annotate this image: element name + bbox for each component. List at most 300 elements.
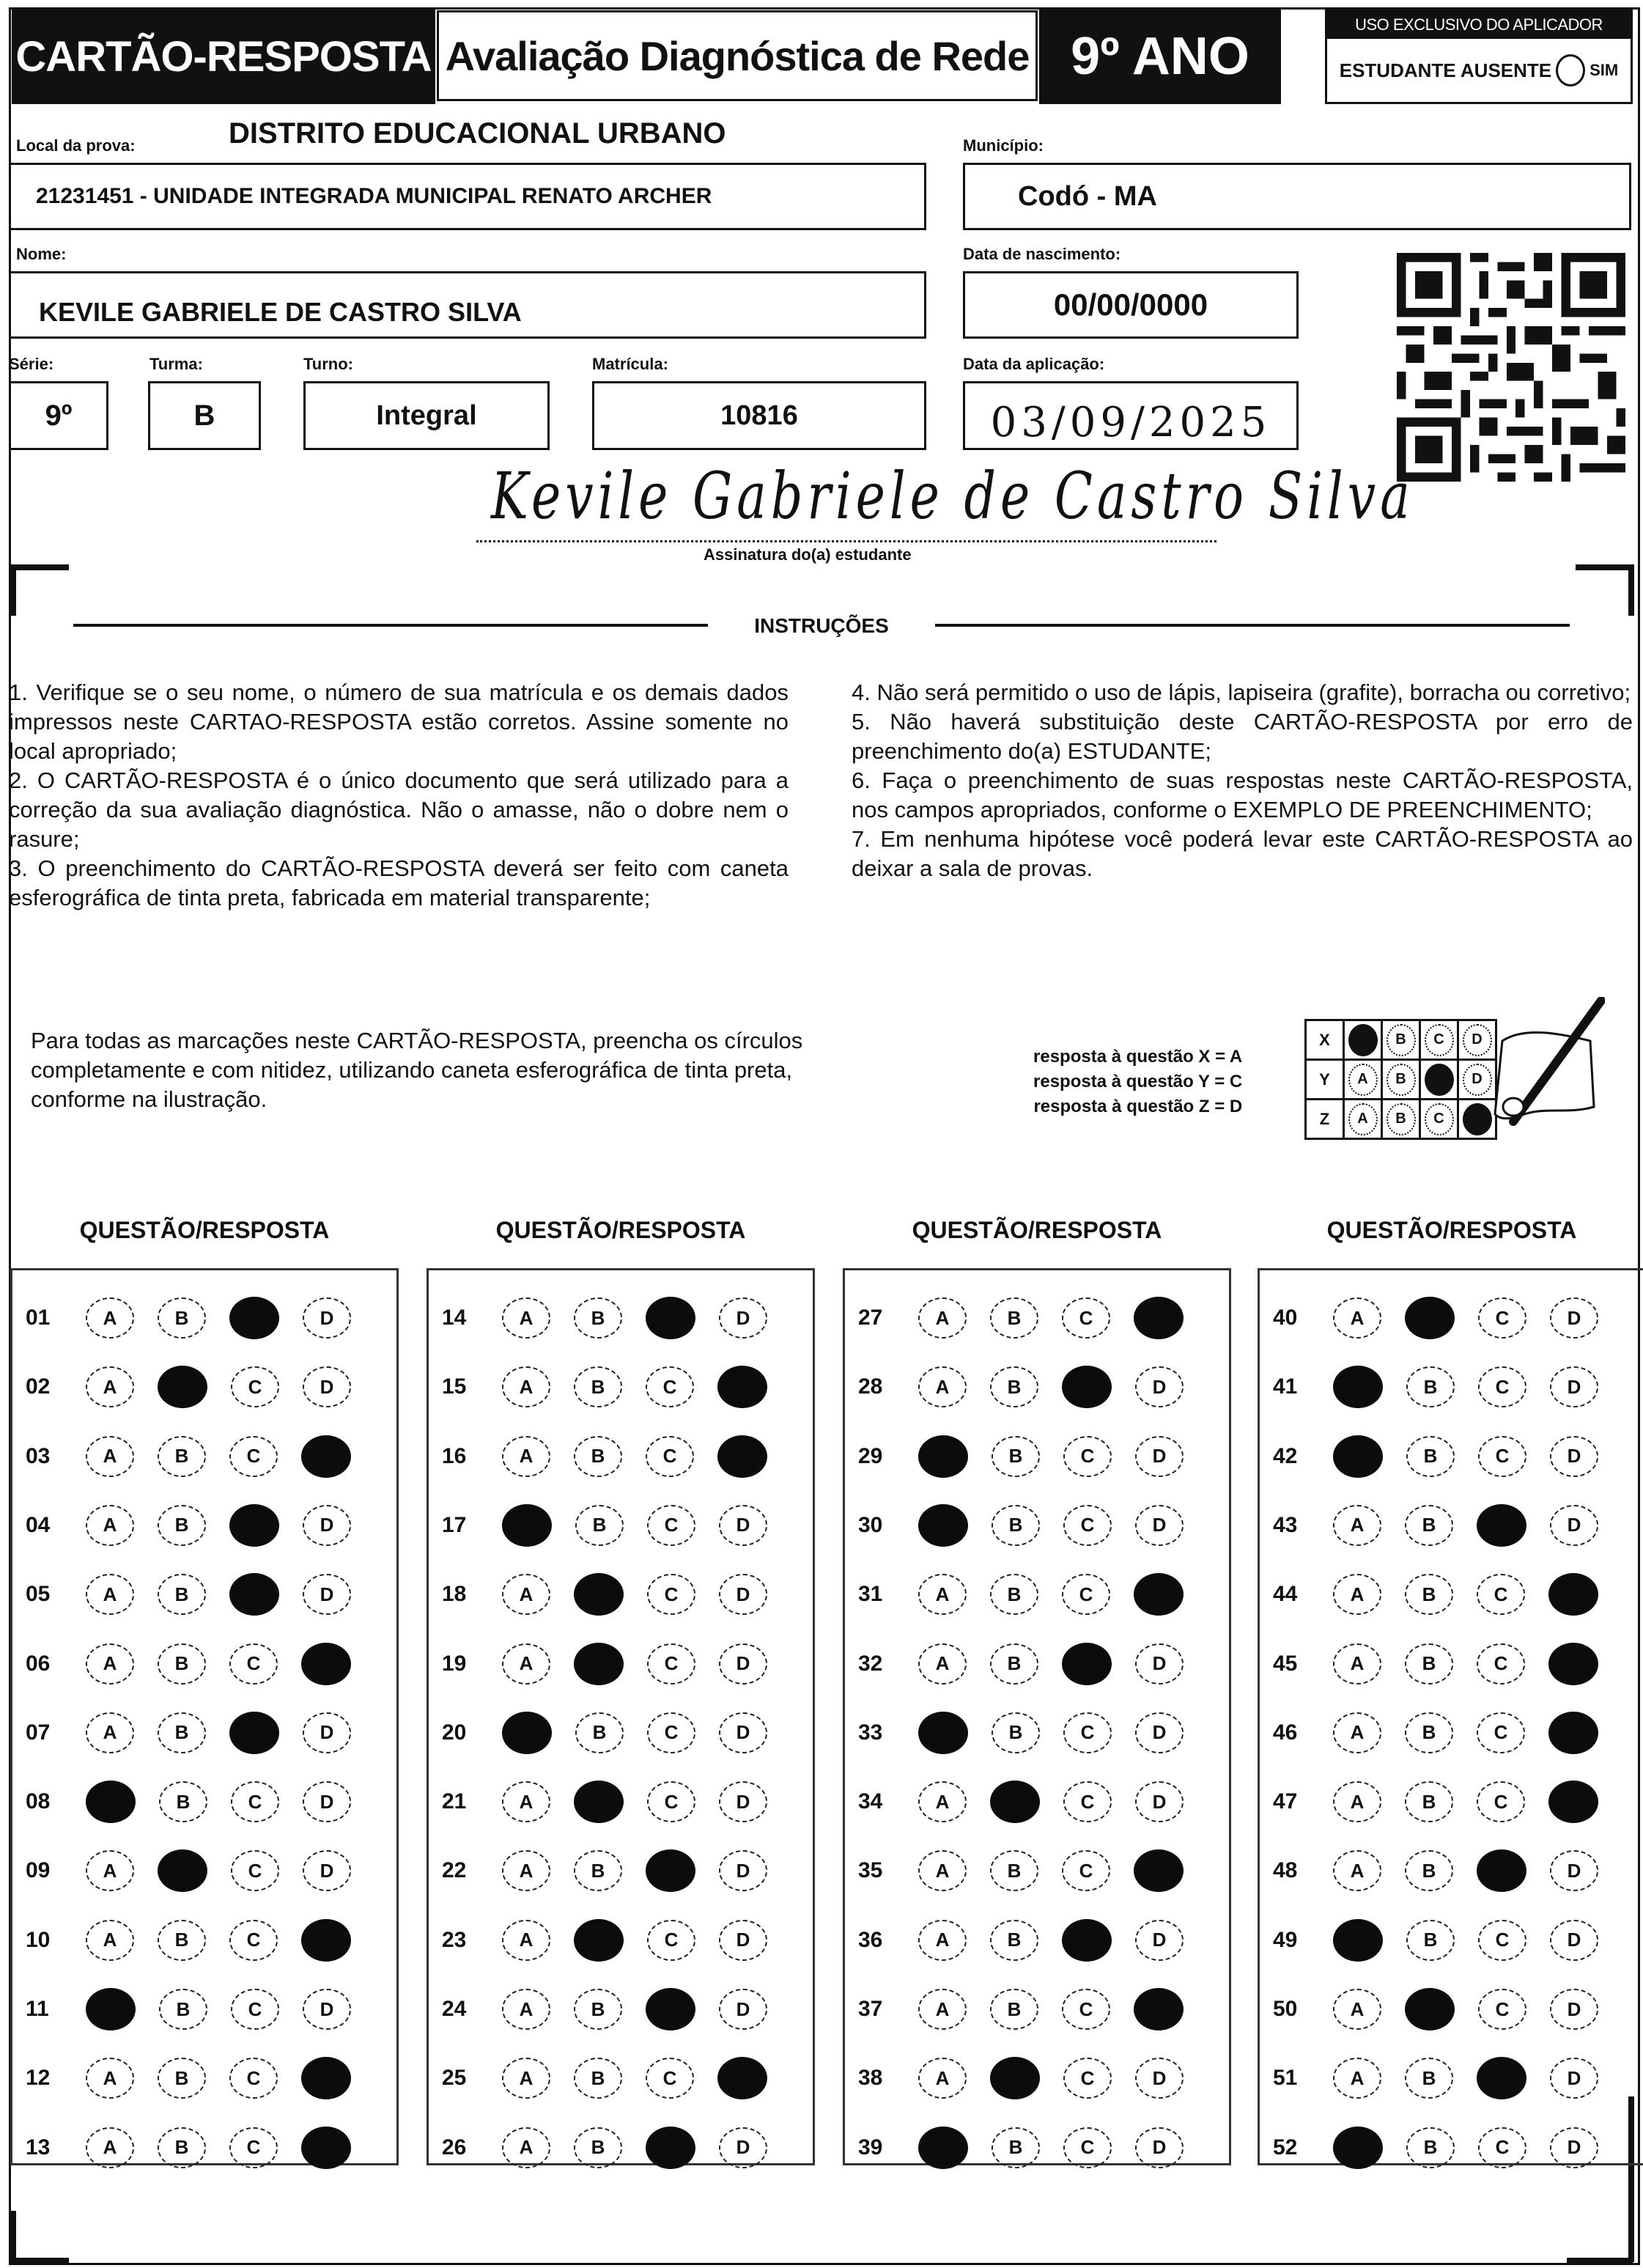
bubble-22-c[interactable] <box>646 1849 695 1892</box>
question-row-25 <box>429 2044 813 2113</box>
bubble-19-b[interactable] <box>574 1643 624 1685</box>
question-row-39 <box>845 2113 1229 2182</box>
question-number: 32 <box>858 1651 883 1676</box>
bubble-22-b[interactable]: B <box>574 1850 622 1891</box>
bubble-12-b[interactable]: B <box>158 2058 206 2099</box>
question-row-16 <box>429 1422 813 1491</box>
bubble-51-a[interactable]: A <box>1333 2058 1381 2099</box>
bubble-15-c[interactable]: C <box>646 1366 694 1407</box>
bubble-12-a[interactable]: A <box>86 2058 134 2099</box>
bubble-33-d[interactable]: D <box>1135 1712 1184 1753</box>
bubble-30-b[interactable]: B <box>992 1505 1040 1546</box>
bubble-16-d[interactable] <box>717 1435 767 1478</box>
bubble-42-d[interactable]: D <box>1550 1436 1598 1477</box>
municipio-field: Codó - MA <box>963 163 1631 230</box>
bubble-48-a[interactable]: A <box>1333 1850 1381 1891</box>
bubble-27-d[interactable] <box>1134 1297 1184 1339</box>
bubble-30-c[interactable]: C <box>1063 1505 1112 1546</box>
question-row-31 <box>845 1560 1229 1629</box>
bubble-47-d[interactable] <box>1548 1781 1598 1823</box>
bubble-47-b[interactable]: B <box>1405 1781 1453 1822</box>
bubble-31-a[interactable]: A <box>918 1574 967 1615</box>
bubble-18-b[interactable] <box>574 1573 624 1616</box>
question-number: 22 <box>442 1858 467 1883</box>
bubble-29-b[interactable]: B <box>992 1436 1040 1477</box>
question-row-18 <box>429 1560 813 1629</box>
bubble-41-a[interactable] <box>1333 1366 1383 1408</box>
bubble-25-d[interactable] <box>717 2057 767 2099</box>
bubble-32-b[interactable]: B <box>990 1643 1038 1685</box>
bubble-21-d[interactable]: D <box>719 1781 767 1822</box>
bubble-36-b[interactable]: B <box>990 1920 1038 1961</box>
question-number: 39 <box>858 2135 883 2160</box>
bubble-04-c[interactable] <box>229 1504 279 1547</box>
example-row <box>1306 1100 1496 1139</box>
question-number: 27 <box>858 1306 883 1330</box>
example-legend <box>1033 1045 1242 1119</box>
bubble-07-d[interactable]: D <box>303 1712 351 1753</box>
bubble-09-b[interactable] <box>158 1849 207 1892</box>
hand-pen-illustration-icon <box>1473 997 1605 1144</box>
bubble-44-b[interactable]: B <box>1405 1574 1453 1615</box>
bubble-27-b[interactable]: B <box>990 1297 1038 1339</box>
bubble-31-b[interactable]: B <box>990 1574 1038 1615</box>
bubble-36-d[interactable]: D <box>1135 1920 1184 1961</box>
question-row-48 <box>1260 1836 1643 1905</box>
bubble-35-b[interactable]: B <box>990 1850 1038 1891</box>
bubble-43-d[interactable]: D <box>1550 1505 1598 1546</box>
bubble-23-d[interactable]: D <box>719 1920 767 1961</box>
bubble-44-d[interactable] <box>1548 1573 1598 1616</box>
bubble-10-a[interactable]: A <box>86 1920 134 1961</box>
bubble-17-d[interactable]: D <box>719 1505 767 1546</box>
bubble-05-b[interactable]: B <box>158 1574 206 1615</box>
bubble-21-c[interactable]: C <box>647 1781 695 1822</box>
question-number: 19 <box>442 1651 467 1676</box>
bubble-45-c[interactable]: C <box>1477 1643 1525 1685</box>
question-number: 07 <box>26 1720 51 1745</box>
bubble-27-c[interactable]: C <box>1062 1297 1110 1339</box>
bubble-09-a[interactable]: A <box>86 1850 134 1891</box>
bubble-19-d[interactable]: D <box>719 1643 767 1685</box>
question-row-47 <box>1260 1767 1643 1836</box>
bubble-50-a[interactable]: A <box>1333 1989 1381 2030</box>
bubble-40-c[interactable]: C <box>1478 1297 1526 1339</box>
bubble-40-a[interactable]: A <box>1333 1297 1381 1339</box>
bubble-44-a[interactable]: A <box>1333 1574 1381 1615</box>
bubble-05-c[interactable] <box>229 1573 279 1616</box>
turma-label: Turma: <box>149 355 203 373</box>
question-number: 16 <box>442 1443 467 1468</box>
bubble-38-c[interactable]: C <box>1063 2058 1112 2099</box>
bubble-10-c[interactable]: C <box>229 1920 278 1961</box>
question-row-08 <box>12 1767 396 1836</box>
question-number: 29 <box>858 1443 883 1468</box>
bubble-48-d[interactable]: D <box>1550 1850 1598 1891</box>
bubble-42-c[interactable]: C <box>1478 1436 1526 1477</box>
bubble-24-d[interactable]: D <box>719 1989 767 2030</box>
question-number: 12 <box>26 2066 51 2091</box>
question-number: 13 <box>26 2135 51 2160</box>
corner-mark-br <box>1567 2258 1633 2264</box>
question-row-02 <box>12 1352 396 1421</box>
instruction-6: 6. Faça o preenchimento de suas respostas neste CARTÃO-RESPOSTA, nos campos apropriados, conforme o EXEMPLO DE PREENCHIMENTO; <box>852 767 1633 822</box>
question-number: 38 <box>858 2066 883 2091</box>
question-number: 49 <box>1273 1927 1298 1952</box>
bubble-49-c[interactable]: C <box>1478 1920 1526 1961</box>
bubble-50-c[interactable]: C <box>1478 1989 1526 2030</box>
instructions-rule-right <box>935 624 1570 627</box>
question-number: 48 <box>1273 1858 1298 1883</box>
bubble-52-a[interactable] <box>1333 2127 1383 2169</box>
bubble-07-c[interactable] <box>229 1712 279 1754</box>
bubble-08-a[interactable] <box>86 1781 136 1823</box>
signature-caption: Assinatura do(a) estudante <box>704 545 912 564</box>
question-row-24 <box>429 1975 813 2044</box>
bubble-38-d[interactable]: D <box>1135 2058 1184 2099</box>
corner-mark-bl-v <box>10 2211 16 2264</box>
bubble-14-c[interactable] <box>646 1297 695 1339</box>
question-row-43 <box>1260 1491 1643 1560</box>
bubble-33-c[interactable]: C <box>1063 1712 1112 1753</box>
bubble-42-b[interactable]: B <box>1406 1436 1455 1477</box>
bubble-17-a[interactable] <box>502 1504 552 1547</box>
question-row-44 <box>1260 1560 1643 1629</box>
bubble-10-d[interactable] <box>301 1919 351 1962</box>
bubble-39-d[interactable]: D <box>1135 2127 1184 2168</box>
bubble-22-d[interactable]: D <box>719 1850 767 1891</box>
bubble-43-c[interactable] <box>1477 1504 1526 1547</box>
bubble-28-b[interactable]: B <box>990 1366 1038 1407</box>
bubble-33-a[interactable] <box>918 1712 968 1754</box>
bubble-03-b[interactable]: B <box>158 1436 206 1477</box>
bubble-45-d[interactable] <box>1548 1643 1598 1685</box>
bubble-28-a[interactable]: A <box>918 1366 967 1407</box>
bubble-29-c[interactable]: C <box>1063 1436 1112 1477</box>
bubble-20-c[interactable]: C <box>647 1712 695 1753</box>
bubble-20-a[interactable] <box>502 1712 552 1754</box>
bubble-03-a[interactable]: A <box>86 1436 134 1477</box>
bubble-51-c[interactable] <box>1477 2057 1526 2099</box>
instructions-title: INSTRUÇÕES <box>754 614 889 637</box>
bubble-14-a[interactable]: A <box>502 1297 550 1339</box>
bubble-37-c[interactable]: C <box>1062 1989 1110 2030</box>
bubble-21-a[interactable]: A <box>502 1781 550 1822</box>
bubble-16-a[interactable]: A <box>502 1436 550 1477</box>
bubble-01-c[interactable] <box>229 1297 279 1339</box>
bubble-07-a[interactable]: A <box>86 1712 134 1753</box>
question-number: 44 <box>1273 1582 1298 1607</box>
question-row-22 <box>429 1836 813 1905</box>
bubble-24-a[interactable]: A <box>502 1989 550 2030</box>
bubble-38-b[interactable] <box>990 2057 1040 2099</box>
bubble-32-a[interactable]: A <box>918 1643 967 1685</box>
bubble-29-a[interactable] <box>918 1435 968 1478</box>
bubble-48-c[interactable] <box>1477 1849 1526 1892</box>
bubble-11-b[interactable]: B <box>159 1989 207 2030</box>
bubble-13-c[interactable]: C <box>229 2127 278 2168</box>
bubble-42-a[interactable] <box>1333 1435 1383 1478</box>
bubble-13-d[interactable] <box>301 2127 351 2169</box>
bubble-36-a[interactable]: A <box>918 1920 967 1961</box>
question-row-50 <box>1260 1975 1643 2044</box>
bubble-52-d[interactable]: D <box>1550 2127 1598 2168</box>
question-row-20 <box>429 1698 813 1767</box>
question-number: 35 <box>858 1858 883 1883</box>
instructions-right <box>852 678 1633 883</box>
bubble-12-c[interactable]: C <box>229 2058 278 2099</box>
bubble-52-b[interactable]: B <box>1406 2127 1455 2168</box>
example-bubble-d: D <box>1463 1064 1492 1096</box>
bubble-14-b[interactable]: B <box>574 1297 622 1339</box>
question-row-41 <box>1260 1352 1643 1421</box>
bubble-30-d[interactable]: D <box>1135 1505 1184 1546</box>
question-number: 41 <box>1273 1374 1298 1399</box>
bubble-37-d[interactable] <box>1134 1988 1184 2030</box>
bubble-46-d[interactable] <box>1548 1712 1598 1754</box>
question-number: 20 <box>442 1720 467 1745</box>
bubble-50-d[interactable]: D <box>1550 1989 1598 2030</box>
question-number: 08 <box>26 1789 51 1814</box>
bubble-04-b[interactable]: B <box>158 1505 206 1546</box>
bubble-03-d[interactable] <box>301 1435 351 1478</box>
bubble-36-c[interactable] <box>1062 1919 1112 1962</box>
bubble-43-b[interactable]: B <box>1405 1505 1453 1546</box>
question-row-01 <box>12 1284 396 1352</box>
bubble-41-c[interactable]: C <box>1478 1366 1526 1407</box>
bubble-09-c[interactable]: C <box>231 1850 279 1891</box>
bubble-35-d[interactable] <box>1134 1849 1184 1892</box>
question-row-30 <box>845 1491 1229 1560</box>
bubble-26-b[interactable]: B <box>574 2127 622 2168</box>
bubble-49-a[interactable] <box>1333 1919 1383 1962</box>
bubble-05-a[interactable]: A <box>86 1574 134 1615</box>
question-number: 46 <box>1273 1720 1298 1745</box>
bubble-04-a[interactable]: A <box>86 1505 134 1546</box>
assessment-title: Avaliação Diagnóstica de Rede <box>437 10 1038 101</box>
bubble-52-c[interactable]: C <box>1478 2127 1526 2168</box>
question-row-26 <box>429 2113 813 2182</box>
question-row-23 <box>429 1906 813 1975</box>
bubble-16-b[interactable]: B <box>574 1436 622 1477</box>
bubble-46-b[interactable]: B <box>1405 1712 1453 1753</box>
bubble-20-b[interactable]: B <box>575 1712 624 1753</box>
bubble-11-c[interactable]: C <box>231 1989 279 2030</box>
bubble-32-d[interactable]: D <box>1135 1643 1184 1685</box>
bubble-31-d[interactable] <box>1134 1573 1184 1616</box>
bubble-25-a[interactable]: A <box>502 2058 550 2099</box>
bubble-08-b[interactable]: B <box>159 1781 207 1822</box>
absent-bubble[interactable] <box>1556 54 1585 86</box>
bubble-21-b[interactable] <box>574 1781 624 1823</box>
bubble-23-b[interactable] <box>574 1919 624 1962</box>
bubble-11-a[interactable] <box>86 1988 136 2030</box>
bubble-45-b[interactable]: B <box>1405 1643 1453 1685</box>
corner-mark-tl-v <box>10 564 16 616</box>
bubble-49-b[interactable]: B <box>1406 1920 1455 1961</box>
serie-field: 9º <box>9 381 108 450</box>
bubble-49-d[interactable]: D <box>1550 1920 1598 1961</box>
distrito-title: DISTRITO EDUCACIONAL URBANO <box>229 117 726 150</box>
question-row-46 <box>1260 1698 1643 1767</box>
bubble-01-a[interactable]: A <box>86 1297 134 1339</box>
bubble-15-b[interactable]: B <box>574 1366 622 1407</box>
bubble-02-c[interactable]: C <box>231 1366 279 1407</box>
bubble-41-d[interactable]: D <box>1550 1366 1598 1407</box>
bubble-15-a[interactable]: A <box>502 1366 550 1407</box>
question-row-12 <box>12 2044 396 2113</box>
bubble-15-d[interactable] <box>717 1366 767 1408</box>
bubble-06-a[interactable]: A <box>86 1643 134 1685</box>
bubble-28-d[interactable]: D <box>1135 1366 1184 1407</box>
answer-column-3 <box>843 1268 1231 2165</box>
bubble-25-c[interactable]: C <box>646 2058 694 2099</box>
bubble-13-a[interactable]: A <box>86 2127 134 2168</box>
corner-mark-bl <box>10 2258 69 2264</box>
question-number: 47 <box>1273 1789 1298 1814</box>
question-row-21 <box>429 1767 813 1836</box>
bubble-14-d[interactable]: D <box>719 1297 767 1339</box>
question-number: 43 <box>1273 1512 1298 1537</box>
bubble-24-c[interactable] <box>646 1988 695 2030</box>
bubble-45-a[interactable]: A <box>1333 1643 1381 1685</box>
bubble-12-d[interactable] <box>301 2057 351 2099</box>
bubble-35-c[interactable]: C <box>1062 1850 1110 1891</box>
bubble-39-c[interactable]: C <box>1063 2127 1112 2168</box>
question-number: 45 <box>1273 1651 1298 1676</box>
grade-badge: 9º ANO <box>1039 9 1281 104</box>
bubble-43-a[interactable]: A <box>1333 1505 1381 1546</box>
bubble-02-b[interactable] <box>158 1366 207 1408</box>
question-row-13 <box>12 2113 396 2182</box>
bubble-32-c[interactable] <box>1062 1643 1112 1685</box>
bubble-46-a[interactable]: A <box>1333 1712 1381 1753</box>
column-title: QUESTÃO/RESPOSTA <box>495 1217 746 1243</box>
bubble-01-d[interactable]: D <box>303 1297 351 1339</box>
question-number: 25 <box>442 2066 467 2091</box>
question-number: 30 <box>858 1512 883 1537</box>
bubble-16-c[interactable]: C <box>646 1436 694 1477</box>
bubble-24-b[interactable]: B <box>574 1989 622 2030</box>
question-number: 40 <box>1273 1306 1298 1330</box>
bubble-34-d[interactable]: D <box>1135 1781 1184 1822</box>
bubble-34-c[interactable]: C <box>1063 1781 1112 1822</box>
bubble-08-c[interactable]: C <box>231 1781 279 1822</box>
bubble-01-b[interactable]: B <box>158 1297 206 1339</box>
bubble-09-d[interactable]: D <box>303 1850 351 1891</box>
bubble-47-a[interactable]: A <box>1333 1781 1381 1822</box>
bubble-18-d[interactable]: D <box>719 1574 767 1615</box>
bubble-46-c[interactable]: C <box>1477 1712 1525 1753</box>
bubble-06-d[interactable] <box>301 1643 351 1685</box>
bubble-03-c[interactable]: C <box>229 1436 278 1477</box>
bubble-47-c[interactable]: C <box>1477 1781 1525 1822</box>
aplicacao-label: Data da aplicação: <box>963 355 1105 373</box>
bubble-04-d[interactable]: D <box>303 1505 351 1546</box>
bubble-17-b[interactable]: B <box>575 1505 624 1546</box>
bubble-18-c[interactable]: C <box>647 1574 695 1615</box>
bubble-34-b[interactable] <box>990 1781 1040 1823</box>
question-number: 34 <box>858 1789 883 1814</box>
bubble-10-b[interactable]: B <box>158 1920 206 1961</box>
question-number: 28 <box>858 1374 883 1399</box>
bubble-34-a[interactable]: A <box>918 1781 967 1822</box>
bubble-39-a[interactable] <box>918 2127 968 2169</box>
turno-field: Integral <box>303 381 550 450</box>
local-label: Local da prova: <box>16 136 136 155</box>
bubble-31-c[interactable]: C <box>1062 1574 1110 1615</box>
question-number: 10 <box>26 1927 51 1952</box>
bubble-37-a[interactable]: A <box>918 1989 967 2030</box>
bubble-19-c[interactable]: C <box>647 1643 695 1685</box>
bubble-51-b[interactable]: B <box>1405 2058 1453 2099</box>
bubble-51-d[interactable]: D <box>1550 2058 1598 2099</box>
bubble-29-d[interactable]: D <box>1135 1436 1184 1477</box>
question-row-09 <box>12 1836 396 1905</box>
question-row-52 <box>1260 2113 1643 2182</box>
bubble-35-a[interactable]: A <box>918 1850 967 1891</box>
bubble-40-d[interactable]: D <box>1550 1297 1598 1339</box>
bubble-30-a[interactable] <box>918 1504 968 1547</box>
bubble-26-c[interactable] <box>646 2127 695 2169</box>
bubble-05-d[interactable]: D <box>303 1574 351 1615</box>
bubble-50-b[interactable] <box>1405 1988 1455 2030</box>
bubble-23-c[interactable]: C <box>647 1920 695 1961</box>
bubble-33-b[interactable]: B <box>992 1712 1040 1753</box>
example-question-label: Z <box>1306 1100 1344 1139</box>
question-row-51 <box>1260 2044 1643 2113</box>
bubble-02-d[interactable]: D <box>303 1366 351 1407</box>
bubble-41-b[interactable]: B <box>1406 1366 1455 1407</box>
bubble-26-a[interactable]: A <box>502 2127 550 2168</box>
bubble-38-a[interactable]: A <box>918 2058 967 2099</box>
bubble-39-b[interactable]: B <box>992 2127 1040 2168</box>
signature-line <box>476 540 1216 542</box>
bubble-23-a[interactable]: A <box>502 1920 550 1961</box>
bubble-40-b[interactable] <box>1405 1297 1455 1339</box>
bubble-18-a[interactable]: A <box>502 1574 550 1615</box>
bubble-06-c[interactable]: C <box>229 1643 278 1685</box>
bubble-02-a[interactable]: A <box>86 1366 134 1407</box>
bubble-17-c[interactable]: C <box>647 1505 695 1546</box>
serie-label: Série: <box>9 355 54 373</box>
bubble-08-d[interactable]: D <box>303 1781 351 1822</box>
question-row-37 <box>845 1975 1229 2044</box>
bubble-13-b[interactable]: B <box>158 2127 206 2168</box>
bubble-07-b[interactable]: B <box>158 1712 206 1753</box>
bubble-22-a[interactable]: A <box>502 1850 550 1891</box>
bubble-37-b[interactable]: B <box>990 1989 1038 2030</box>
bubble-44-c[interactable]: C <box>1477 1574 1525 1615</box>
bubble-48-b[interactable]: B <box>1405 1850 1453 1891</box>
bubble-19-a[interactable]: A <box>502 1643 550 1685</box>
bubble-25-b[interactable]: B <box>574 2058 622 2099</box>
example-row <box>1306 1020 1496 1060</box>
question-number: 51 <box>1273 2066 1298 2091</box>
column-title: QUESTÃO/RESPOSTA <box>79 1217 330 1243</box>
instruction-2: 2. O CARTÃO-RESPOSTA é o único documento que será utilizado para a correção da sua avaliação diagnóstica. Não o amasse, não o dobre nem o rasure; <box>9 767 789 852</box>
bubble-26-d[interactable]: D <box>719 2127 767 2168</box>
nome-field: KEVILE GABRIELE DE CASTRO SILVA <box>9 271 926 339</box>
bubble-20-d[interactable]: D <box>719 1712 767 1753</box>
turno-label: Turno: <box>303 355 354 373</box>
bubble-28-c[interactable] <box>1062 1366 1112 1408</box>
question-number: 42 <box>1273 1443 1298 1468</box>
example-bubble-c <box>1425 1064 1454 1096</box>
bubble-11-d[interactable]: D <box>303 1989 351 2030</box>
bubble-27-a[interactable]: A <box>918 1297 967 1339</box>
bubble-06-b[interactable]: B <box>158 1643 206 1685</box>
